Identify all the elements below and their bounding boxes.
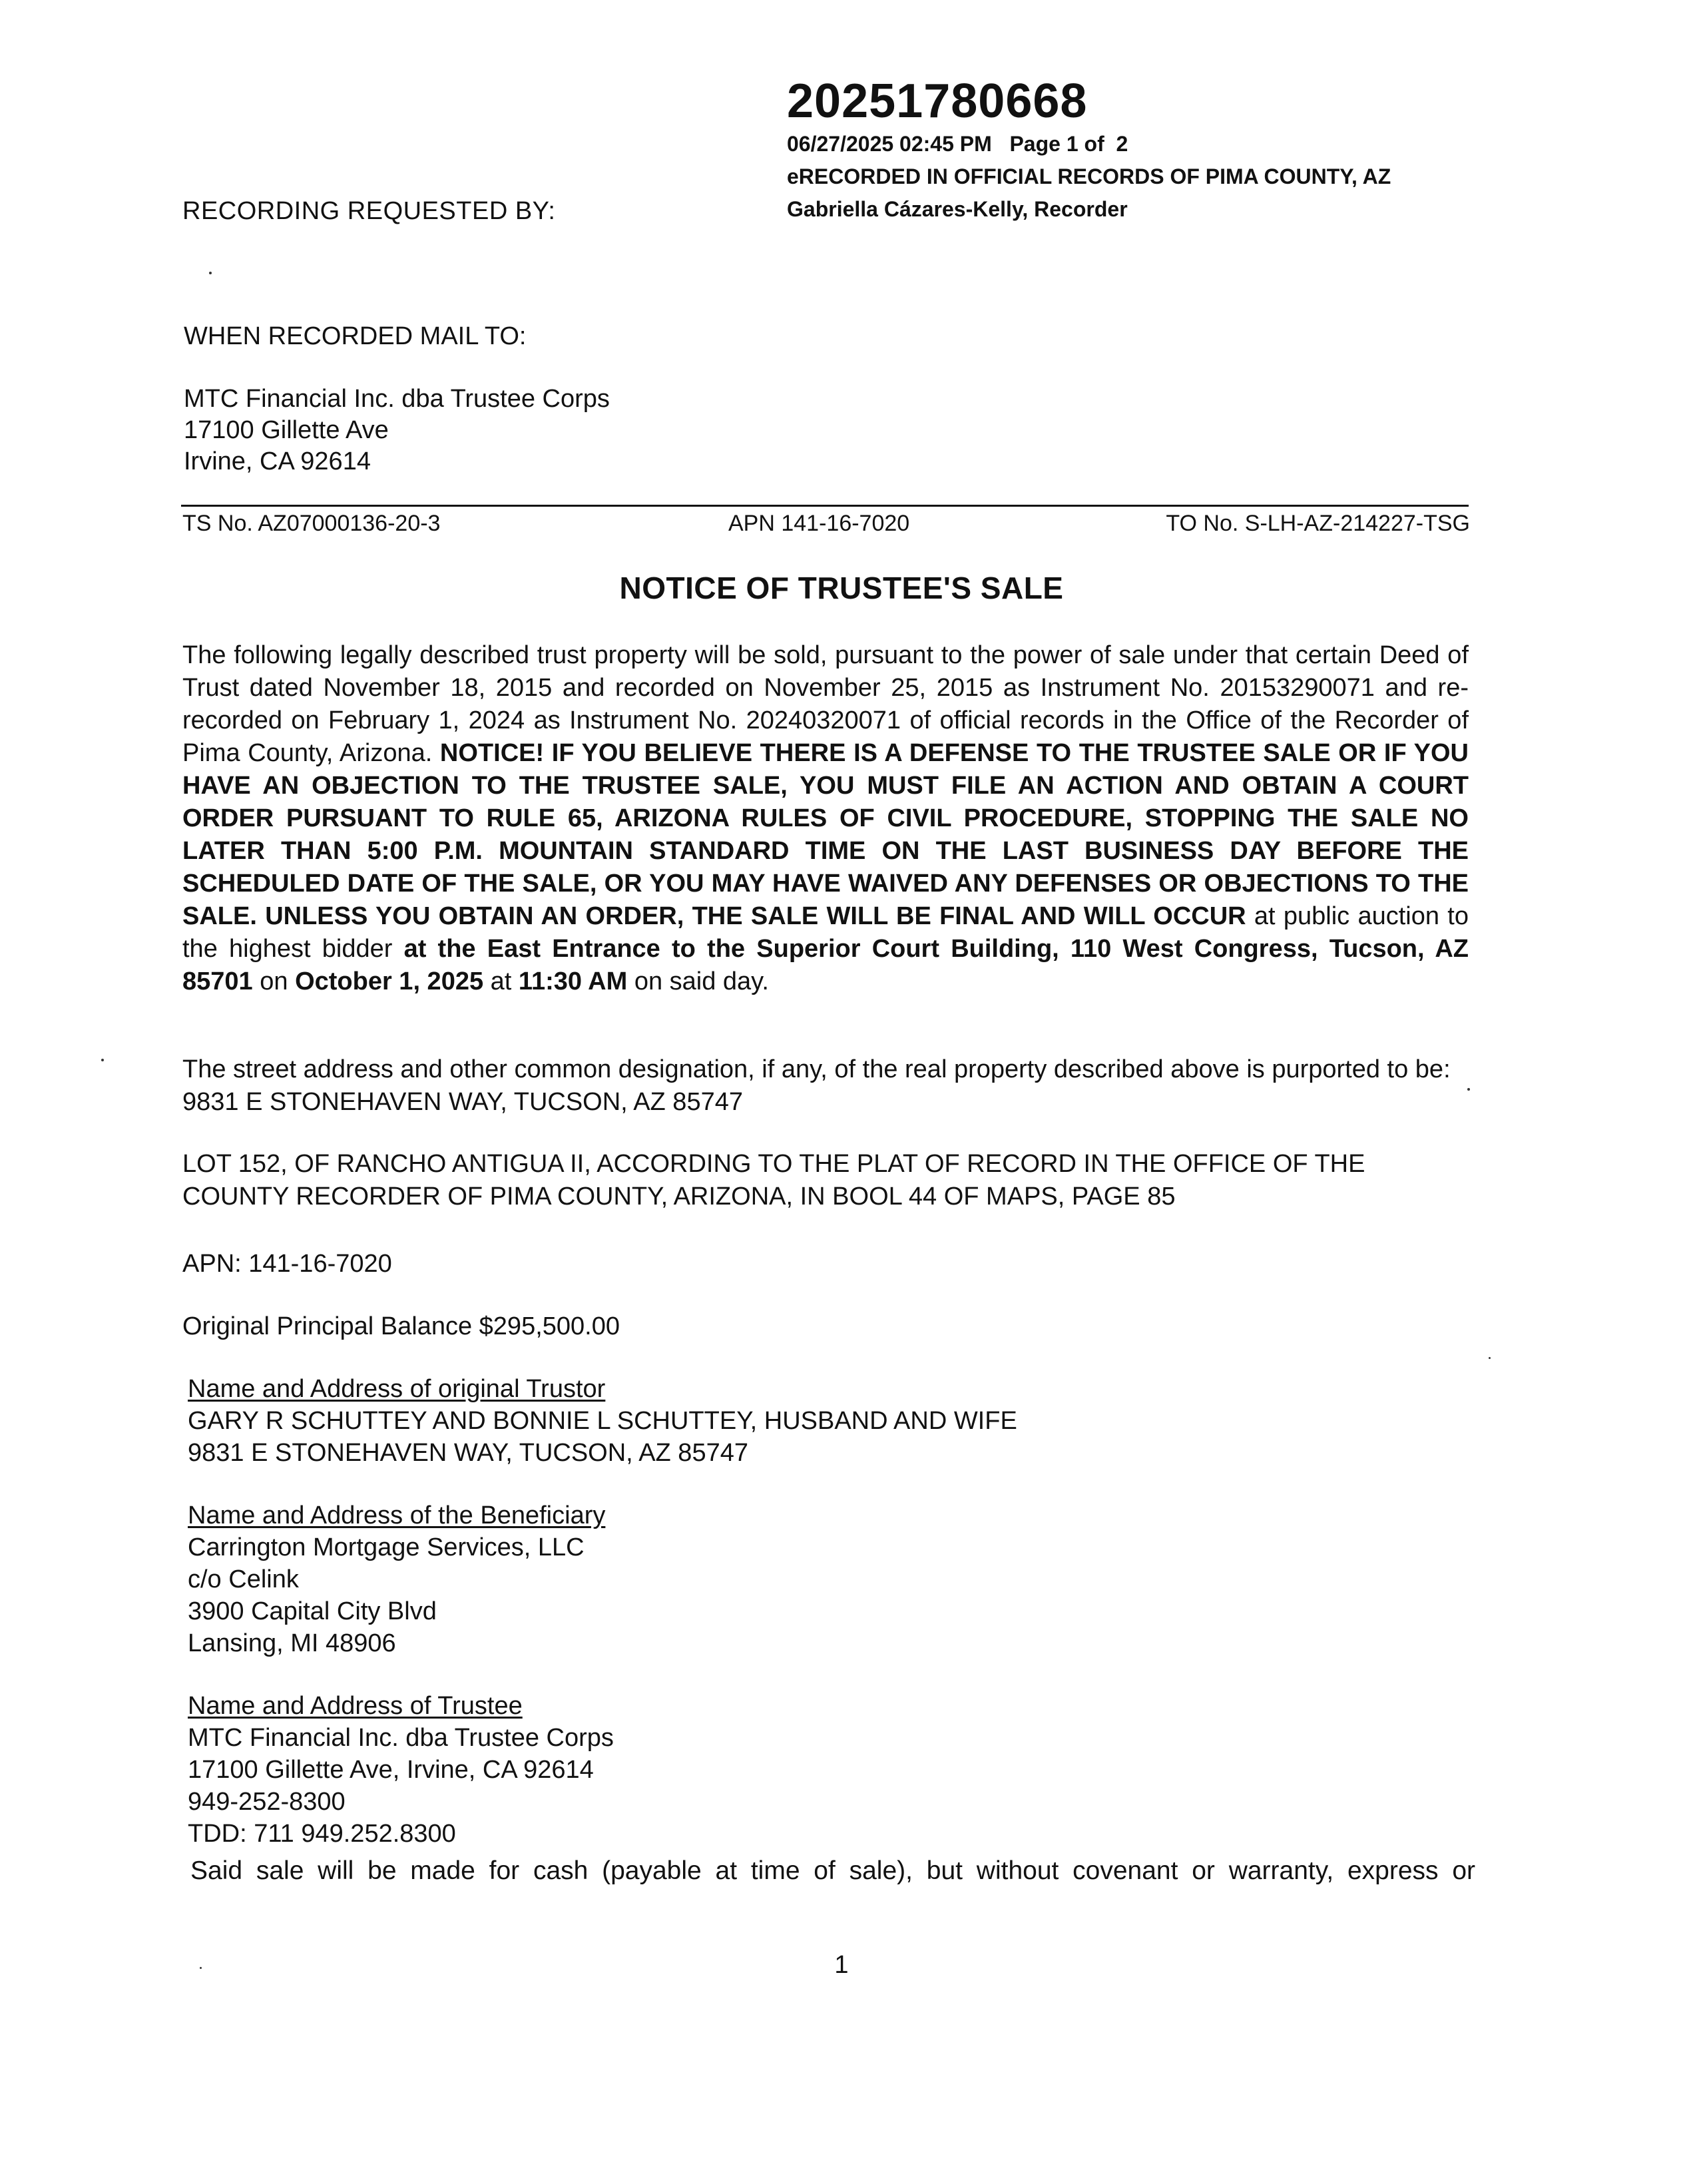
- page-number: 1: [834, 1951, 849, 1979]
- street-address-paragraph: The street address and other common designation, if any, of the real property described above is purported to be: 9831 E STONEHAVEN WAY, TUCSON, AZ 85747: [182, 1055, 1451, 1116]
- beneficiary-heading: Name and Address of the Beneficiary: [188, 1502, 606, 1529]
- apn-line: APN: 141-16-7020: [182, 1250, 392, 1278]
- legal-description: LOT 152, OF RANCHO ANTIGUA II, ACCORDING TO THE PLAT OF RECORD IN THE OFFICE OF THE COUNTY RECORDER OF PIMA COUNTY, ARIZONA, IN BOOL 44 OF MAPS, PAGE 85: [182, 1150, 1365, 1211]
- mail-to-line: 17100 Gillette Ave: [184, 416, 389, 444]
- beneficiary-line: Carrington Mortgage Services, LLC: [188, 1533, 585, 1561]
- trustor-line: GARY R SCHUTTEY AND BONNIE L SCHUTTEY, HUSBAND AND WIFE: [188, 1407, 1017, 1435]
- apn-reference: APN 141-16-7020: [728, 511, 910, 536]
- recorder-name: Gabriella Cázares-Kelly, Recorder: [787, 197, 1128, 221]
- document-number: 20251780668: [787, 75, 1088, 128]
- recorded-in-line: eRECORDED IN OFFICIAL RECORDS OF PIMA COUNTY, AZ: [787, 164, 1391, 188]
- recording-stamp: [787, 75, 1553, 226]
- sale-notice-paragraph: [182, 639, 1469, 998]
- at-text: at: [483, 967, 519, 995]
- reference-row: [181, 505, 1469, 539]
- trustee-line: 949-252-8300: [188, 1788, 346, 1816]
- mail-to-block: [184, 321, 610, 477]
- defense-notice: NOTICE! IF YOU BELIEVE THERE IS A DEFENSE TO THE TRUSTEE SALE OR IF YOU HAVE AN OBJECTION TO THE TRUSTEE SALE, YOU MUST FILE AN ACTION AND OBTAIN A COURT ORDER PURSUANT TO RULE 65, ARIZONA RULES OF CIVIL PROCEDURE, STOPPING THE SALE NO LATER THAN 5:00 P.M. MOUNTAIN STANDARD TIME ON THE LAST BUSINESS DAY BEFORE THE SCHEDULED DATE OF THE SALE, OR YOU MAY HAVE WAIVED ANY DEFENSES OR OBJECTIONS TO THE SALE. UNLESS YOU OBTAIN AN ORDER, THE SALE WILL BE FINAL AND WILL OCCUR: [182, 739, 1469, 930]
- original-principal-balance: Original Principal Balance $295,500.00: [182, 1312, 620, 1340]
- scan-speck: [1489, 1357, 1491, 1359]
- document-title: NOTICE OF TRUSTEE'S SALE: [619, 571, 1064, 605]
- scan-speck: [200, 1967, 202, 1969]
- beneficiary-line: Lansing, MI 48906: [188, 1629, 396, 1657]
- trustee-line: 17100 Gillette Ave, Irvine, CA 92614: [188, 1756, 594, 1784]
- said-day-text: on said day.: [627, 967, 769, 995]
- on-text: on: [252, 967, 296, 995]
- ts-number: TS No. AZ07000136-20-3: [182, 511, 441, 536]
- beneficiary-line: 3900 Capital City Blvd: [188, 1597, 437, 1625]
- sale-time: 11:30 AM: [518, 967, 628, 995]
- recording-requested-by: RECORDING REQUESTED BY:: [182, 197, 556, 225]
- sale-location: at the East Entrance to the Superior Court Building, 110 West Congress, Tucson, AZ 85701: [182, 935, 1469, 995]
- trustor-line: 9831 E STONEHAVEN WAY, TUCSON, AZ 85747: [188, 1439, 748, 1467]
- mail-to-line: Irvine, CA 92614: [184, 447, 371, 475]
- deed-of-trust-intro: The following legally described trust property will be sold, pursuant to the power of sale under that certain Deed of Trust dated November 18, 2015 and recorded on November 25, 2015 as Instrument No. 20153290071 and re-recorded on February 1, 2024 as Instrument No. 20240320071 of official records in the Office of the Recorder of Pima County, Arizona.: [182, 641, 1469, 767]
- auction-text: at public auction to the highest bidder: [182, 902, 1469, 963]
- sale-date: October 1, 2025: [295, 967, 484, 995]
- mail-to-line: MTC Financial Inc. dba Trustee Corps: [184, 385, 610, 413]
- trustee-section: [188, 1690, 614, 1850]
- trustor-section: [188, 1373, 1017, 1469]
- trustee-line: TDD: 711 949.252.8300: [188, 1820, 456, 1848]
- closing-line: Said sale will be made for cash (payable at time of sale), but without covenant or warranty, express or: [190, 1856, 1475, 1885]
- trustee-heading: Name and Address of Trustee: [188, 1692, 523, 1720]
- scan-speck: [1467, 1088, 1470, 1091]
- beneficiary-section: [188, 1500, 605, 1659]
- scan-speck: [101, 1059, 104, 1061]
- trustee-line: MTC Financial Inc. dba Trustee Corps: [188, 1724, 614, 1752]
- mail-to-heading: WHEN RECORDED MAIL TO:: [184, 322, 527, 350]
- to-number: TO No. S-LH-AZ-214227-TSG: [1166, 511, 1470, 536]
- trustor-heading: Name and Address of original Trustor: [188, 1375, 606, 1403]
- beneficiary-line: c/o Celink: [188, 1565, 299, 1593]
- recording-datetime-page: 06/27/2025 02:45 PM Page 1 of 2: [787, 132, 1128, 156]
- scan-speck: [209, 272, 212, 274]
